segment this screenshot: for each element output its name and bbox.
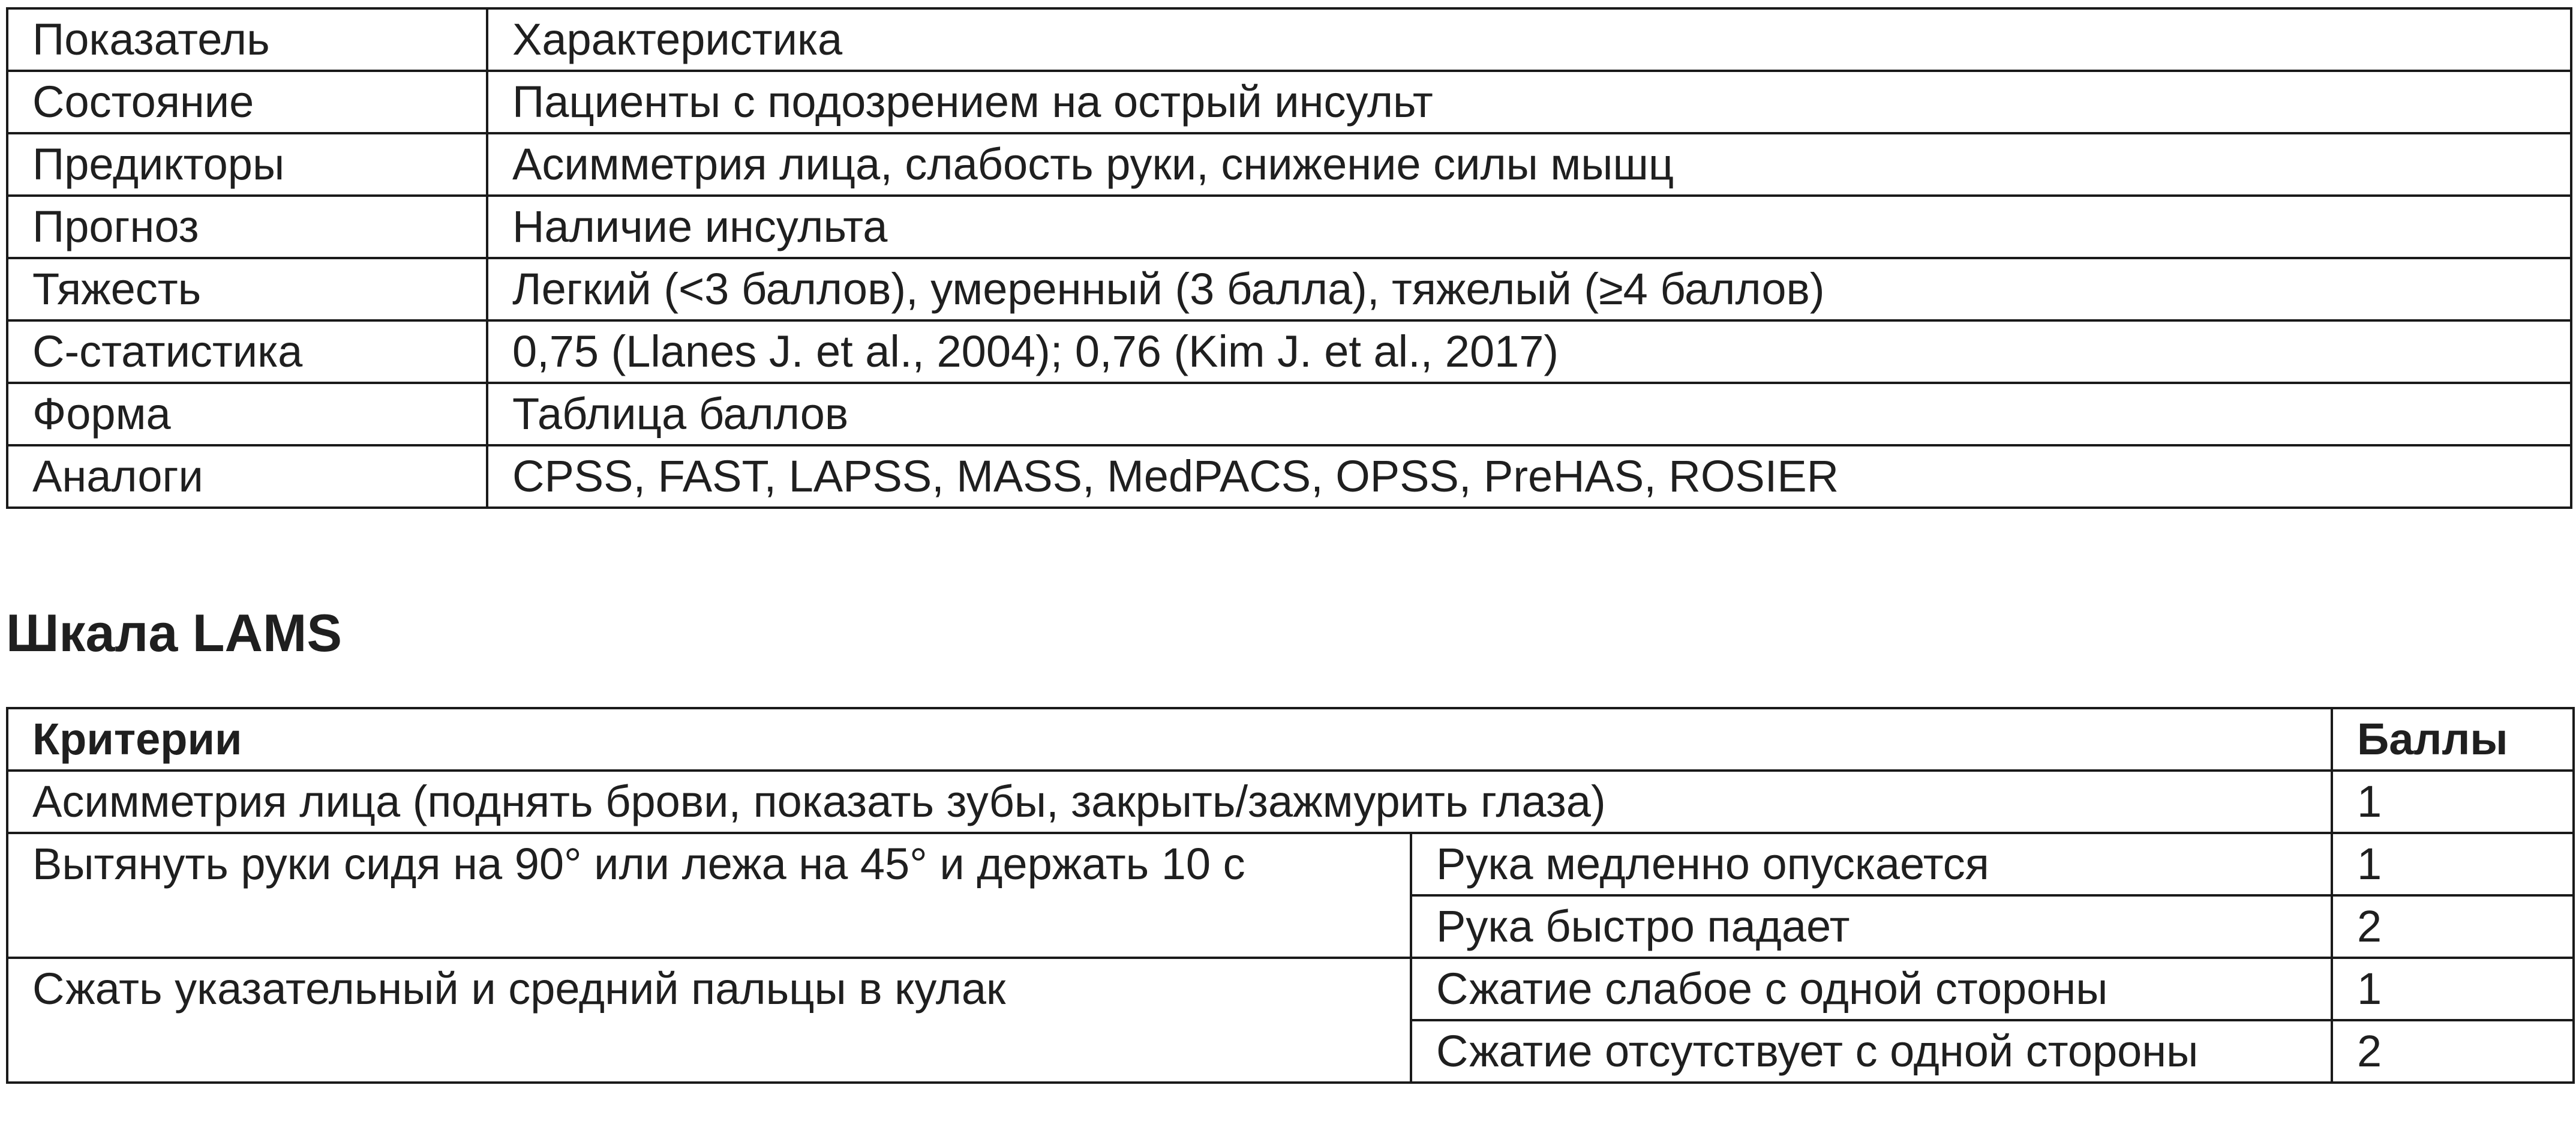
criterion-face: Асимметрия лица (поднять брови, показать зубы, закрыть/зажмурить глаза): [7, 771, 2332, 833]
table-row: [7, 771, 2574, 833]
header-indicator: Показатель: [7, 8, 487, 71]
row-indicator: Состояние: [7, 71, 487, 133]
table-row: [7, 196, 2571, 258]
table-row: [7, 445, 2571, 508]
table-row: [7, 320, 2571, 383]
row-indicator: Тяжесть: [7, 258, 487, 320]
criterion-grip: Сжать указательный и средний пальцы в кулак: [7, 958, 1411, 1083]
table-row: [7, 71, 2571, 133]
row-indicator: Предикторы: [7, 133, 487, 196]
row-value: Таблица баллов: [487, 383, 2571, 445]
score-cell: 2: [2332, 895, 2574, 958]
score-cell: 1: [2332, 833, 2574, 895]
row-indicator: Прогноз: [7, 196, 487, 258]
indicator-table: [6, 7, 2572, 509]
row-value: Легкий (<3 баллов), умеренный (3 балла), тяжелый (≥4 баллов): [487, 258, 2571, 320]
header-criteria: Критерии: [7, 708, 2332, 771]
row-value: Наличие инсульта: [487, 196, 2571, 258]
response-cell: Сжатие отсутствует с одной стороны: [1411, 1020, 2332, 1083]
row-indicator: Аналоги: [7, 445, 487, 508]
table-row: [7, 833, 2574, 895]
row-value: CPSS, FAST, LAPSS, MASS, MedPACS, OPSS, PreHAS, ROSIER: [487, 445, 2571, 508]
response-cell: Рука быстро падает: [1411, 895, 2332, 958]
response-cell: Рука медленно опускается: [1411, 833, 2332, 895]
row-indicator: С-статистика: [7, 320, 487, 383]
table-header-row: [7, 708, 2574, 771]
row-value: Асимметрия лица, слабость руки, снижение силы мышц: [487, 133, 2571, 196]
header-score: Баллы: [2332, 708, 2574, 771]
response-cell: Сжатие слабое с одной стороны: [1411, 958, 2332, 1020]
table-row: [7, 133, 2571, 196]
table-row: [7, 958, 2574, 1020]
row-value: 0,75 (Llanes J. et al., 2004); 0,76 (Kim J. et al., 2017): [487, 320, 2571, 383]
row-indicator: Форма: [7, 383, 487, 445]
score-cell: 2: [2332, 1020, 2574, 1083]
section-title: Шкала LAMS: [6, 603, 343, 663]
table-row: [7, 258, 2571, 320]
row-value: Пациенты с подозрением на острый инсульт: [487, 71, 2571, 133]
criterion-arm: Вытянуть руки сидя на 90° или лежа на 45° и держать 10 с: [7, 833, 1411, 958]
lams-table: [6, 707, 2575, 1084]
header-characteristic: Характеристика: [487, 8, 2571, 71]
table-header-row: [7, 8, 2571, 71]
table-row: [7, 383, 2571, 445]
score-cell: 1: [2332, 771, 2574, 833]
score-cell: 1: [2332, 958, 2574, 1020]
